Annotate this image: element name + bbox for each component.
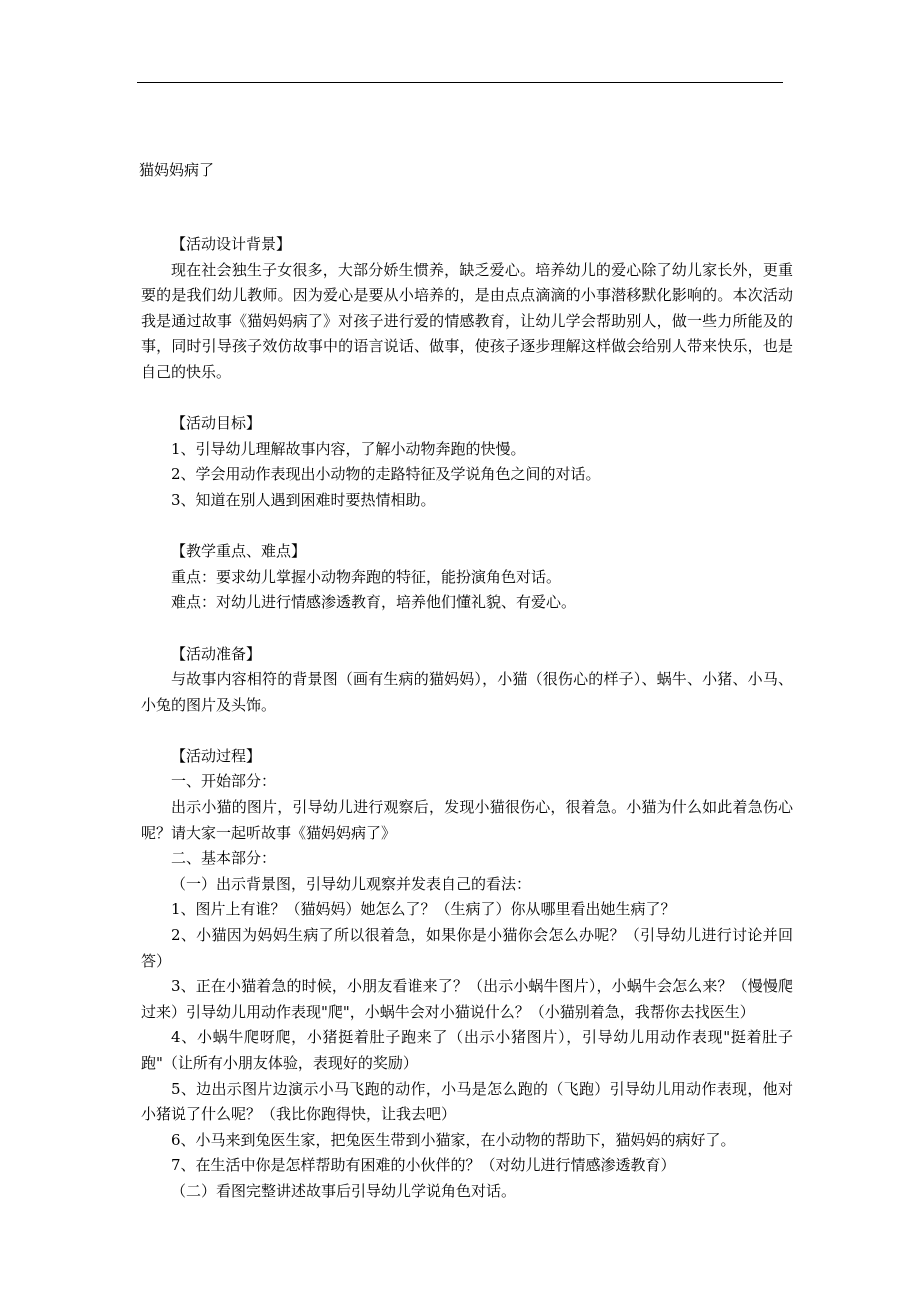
key-point: 重点：要求幼儿掌握小动物奔跑的特征，能扮演角色对话。 bbox=[171, 567, 562, 586]
part-title: 一、开始部分： bbox=[171, 772, 277, 791]
section-heading: 【活动过程】 bbox=[171, 746, 262, 765]
section-key-points bbox=[141, 539, 793, 616]
document-title: 猫妈妈病了 bbox=[139, 161, 215, 179]
process-step: 1、图片上有谁？（猫妈妈）她怎么了？（生病了）你从哪里看出她生病了？ bbox=[171, 900, 676, 919]
goal-item: 2、学会用动作表现出小动物的走路特征及学说角色之间的对话。 bbox=[171, 465, 601, 484]
background-paragraph: 现在社会独生子女很多，大部分娇生惯养，缺乏爱心。培养幼儿的爱心除了幼儿家长外，更重要的是我们幼儿教师。因为爱心是要从小培养的，是由点点滴滴的小事潜移默化影响的。本次活动我是通过故事《猫妈妈病了》对孩子进行爱的情感教育，让幼儿学会帮助别人，做一些力所能及的事，同时引导孩子效仿故事中的语言说话、做事，使孩子逐步理解这样做会给别人带来快乐，也是自己的快乐。 bbox=[141, 260, 793, 381]
spacer bbox=[141, 718, 793, 744]
process-step: 6、小马来到兔医生家，把兔医生带到小猫家，在小动物的帮助下，猫妈妈的病好了。 bbox=[171, 1130, 736, 1149]
process-step: 5、边出示图片边演示小马飞跑的动作，小马是怎么跑的（飞跑）引导幼儿用动作表现，他对小猪说了什么呢？（我比你跑得快，让我去吧） bbox=[141, 1079, 793, 1124]
process-step: 7、在生活中你是怎样帮助有困难的小伙伴的？（对幼儿进行情感渗透教育） bbox=[171, 1156, 676, 1175]
goal-item: 1、引导幼儿理解故事内容，了解小动物奔跑的快慢。 bbox=[171, 439, 526, 458]
part-paragraph: 出示小猫的图片，引导幼儿进行观察后，发现小猫很伤心，很着急。小猫为什么如此着急伤心呢？请大家一起听故事《猫妈妈病了》 bbox=[141, 798, 793, 842]
section-heading: 【活动设计背景】 bbox=[171, 235, 292, 253]
section-process bbox=[141, 744, 793, 1205]
section-goals bbox=[141, 411, 793, 513]
section-background bbox=[141, 232, 793, 386]
section-heading: 【活动准备】 bbox=[171, 644, 262, 663]
part-title: 二、基本部分： bbox=[171, 849, 277, 868]
process-step: 4、小蜗牛爬呀爬，小猪挺着肚子跑来了（出示小猪图片），引导幼儿用动作表现"挺着肚子跑"（让所有小朋友体验，表现好的奖励） bbox=[141, 1028, 793, 1072]
spacer bbox=[141, 616, 793, 642]
sub-title: （一）出示背景图，引导幼儿观察并发表自己的看法： bbox=[171, 874, 532, 893]
process-step: 2、小猫因为妈妈生病了所以很着急，如果你是小猫你会怎么办呢？（引导幼儿进行讨论并回答） bbox=[141, 926, 793, 970]
document-body bbox=[141, 232, 793, 1205]
goal-item: 3、知道在别人遇到困难时要热情相助。 bbox=[171, 490, 436, 509]
section-heading: 【教学重点、难点】 bbox=[171, 542, 307, 561]
spacer bbox=[141, 386, 793, 412]
process-step: 3、正在小猫着急的时候，小朋友看谁来了？（出示小蜗牛图片），小蜗牛会怎么来？（慢慢爬过来）引导幼儿用动作表现"爬"，小蜗牛会对小猫说什么？（小猫别着急，我帮你去找医生） bbox=[141, 977, 793, 1021]
spacer bbox=[141, 514, 793, 540]
section-heading: 【活动目标】 bbox=[171, 414, 262, 433]
preparation-paragraph: 与故事内容相符的背景图（画有生病的猫妈妈），小猫（很伤心的样子）、蜗牛、小猪、小马、小兔的图片及头饰。 bbox=[141, 670, 793, 714]
header-rule bbox=[137, 82, 783, 83]
section-preparation bbox=[141, 642, 793, 719]
sub-title: （二）看图完整讲述故事后引导幼儿学说角色对话。 bbox=[171, 1181, 517, 1200]
difficulty-point: 难点：对幼儿进行情感渗透教育，培养他们懂礼貌、有爱心。 bbox=[171, 593, 577, 612]
